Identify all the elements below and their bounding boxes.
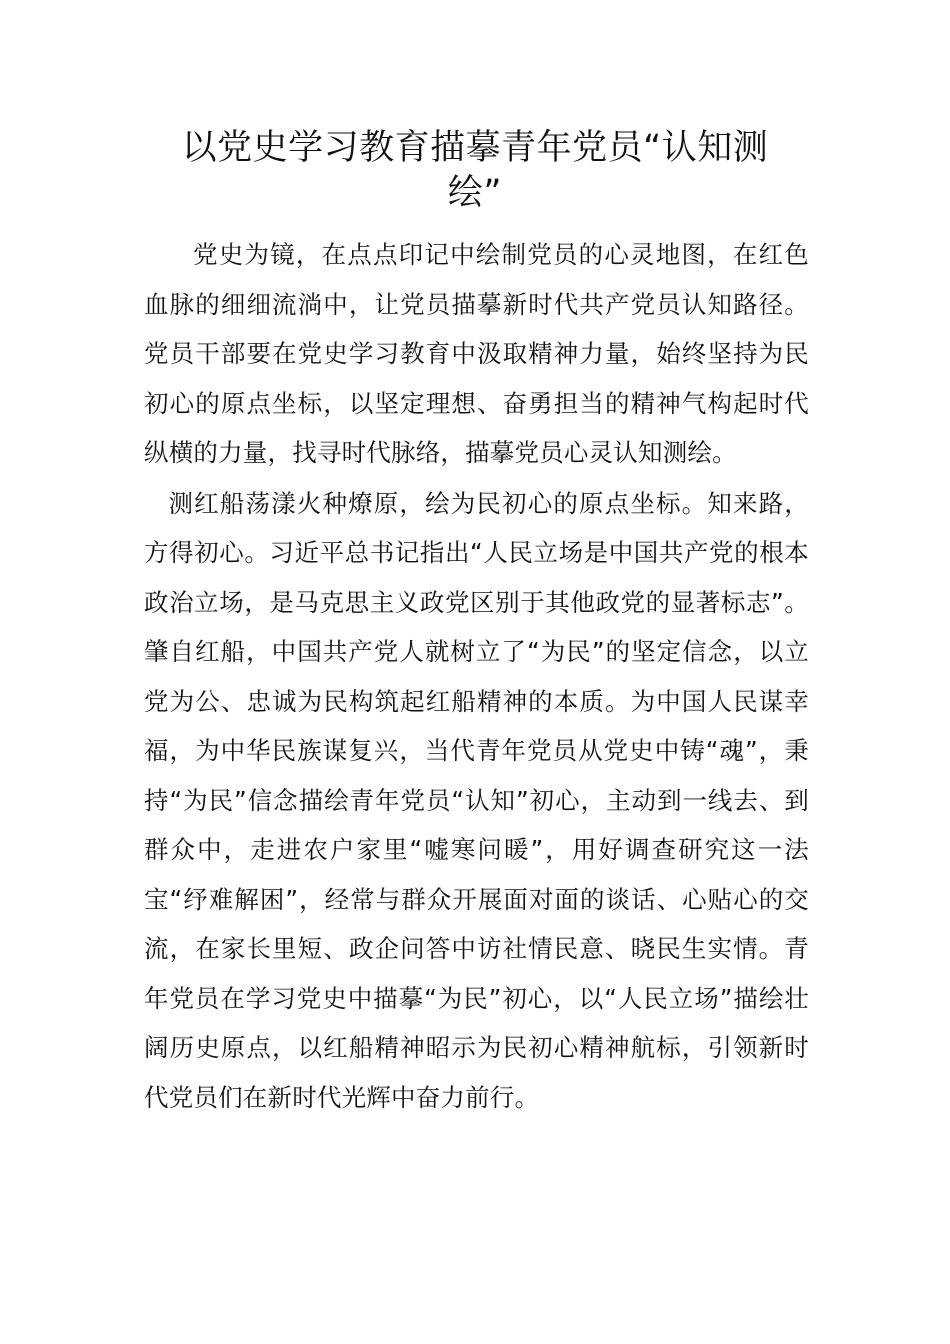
paragraph-red-boat: 测红船荡漾火种燎原，绘为民初心的原点坐标。知来路，方得初心。习近平总书记指出“人民立场是中国共产党的根本政治立场，是马克思主义政党区别于其他政党的显著标志”。肇自红船，中国共产党人就树立了“为民”的坚定信念，以立党为公、忠诚为民构筑起红船精神的本质。为中国人民谋幸福，为中华民族谋复兴，当代青年党员从党史中铸“魂”，秉持“为民”信念描绘青年党员“认知”初心，主动到一线去、到群众中，走进农户家里“嘘寒问暖”，用好调查研究这一法宝“纾难解困”，经常与群众开展面对面的谈话、心贴心的交流，在家长里短、政企问答中访社情民意、晓民生实情。青年党员在学习党史中描摹“为民”初心，以“人民立场”描绘壮阔历史原点，以红船精神昭示为民初心精神航标，引领新时代党员们在新时代光辉中奋力前行。 <box>144 488 809 1112</box>
document-title: 以党史学习教育描摹青年党员“认知测绘” <box>181 128 769 213</box>
document-body <box>144 230 809 1122</box>
paragraph-intro: 党史为镜，在点点印记中绘制党员的心灵地图，在红色血脉的细细流淌中，让党员描摹新时代共产党员认知路径。党员干部要在党史学习教育中汲取精神力量，始终坚持为民初心的原点坐标，以坚定理想、奋勇担当的精神气构起时代纵横的力量，找寻时代脉络，描摹党员心灵认知测绘。 <box>144 240 809 467</box>
